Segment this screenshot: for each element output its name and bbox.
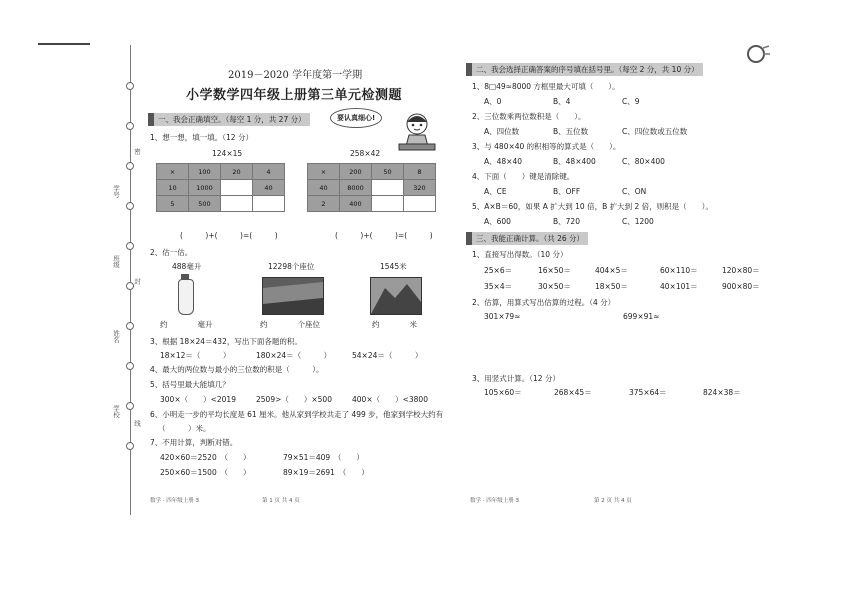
table-cell: × <box>157 164 189 180</box>
table-blank-cell[interactable] <box>404 196 436 212</box>
calc-1-prompt: 1、直接写出得数。（10 分） <box>472 250 568 259</box>
mountain-photo-icon <box>370 277 422 315</box>
q3-prompt: 3、根据 18×24＝432，写出下面各题的积。 <box>150 337 302 346</box>
calc-2-a[interactable]: 301×79≈ <box>484 312 521 321</box>
calc-1-item[interactable]: 35×4＝ <box>484 282 513 291</box>
calc-1-item[interactable]: 120×80＝ <box>722 266 760 275</box>
choice-4-option-c[interactable]: C、ON <box>622 187 647 196</box>
margin-mark-mi: 密 <box>133 148 141 155</box>
calc-1-item[interactable]: 16×50＝ <box>538 266 571 275</box>
footer-right-subject: 数学 · 四年级上册 3 <box>470 498 519 504</box>
table-cell: 20 <box>221 164 253 180</box>
choice-5-option-a[interactable]: A、600 <box>484 217 511 226</box>
margin-mark-feng: 封 <box>133 278 141 285</box>
choice-3-option-c[interactable]: C、80×400 <box>622 157 665 166</box>
choice-3-option-a[interactable]: A、48×40 <box>484 157 523 166</box>
calc-1-item[interactable]: 25×6＝ <box>484 266 513 275</box>
slogan-bubble: 要认真细心! <box>330 108 382 128</box>
estimate-label-3: 1545米 <box>380 262 407 271</box>
table-cell: 320 <box>404 180 436 196</box>
table-cell: 8 <box>404 164 436 180</box>
margin-label-xuehao: 学号 <box>112 185 120 198</box>
calc-3-item[interactable]: 824×38＝ <box>703 388 741 397</box>
calc-1-item[interactable]: 900×80＝ <box>722 282 760 291</box>
margin-label-xuexiao: 学校 <box>112 405 120 418</box>
q1-sum-1[interactable]: ( )+( )=( ) <box>180 231 278 240</box>
table-cell: 50 <box>372 164 404 180</box>
choice-5-option-b[interactable]: B、720 <box>553 217 580 226</box>
footer-left-subject: 数学 · 四年级上册 3 <box>150 498 199 504</box>
q7-a[interactable]: 420×60＝2520 （ ） <box>160 453 251 462</box>
choice-1: 1、8□49≈8000 方框里最大可填（ ）。 <box>472 82 620 91</box>
choice-2: 2、三位数乘两位数积是（ ）。 <box>472 112 586 121</box>
calc-1-item[interactable]: 60×110＝ <box>660 266 698 275</box>
margin-mark-xian: 线 <box>133 420 141 427</box>
q5-a[interactable]: 300×（ ）<2019 <box>160 395 236 404</box>
estimate-answer-2[interactable]: 约 个座位 <box>260 320 320 329</box>
choice-2-option-a[interactable]: A、四位数 <box>484 127 520 136</box>
margin-label-banji: 班级 <box>112 255 120 268</box>
margin-label-xingming: 姓名 <box>112 330 120 343</box>
calc-2-prompt: 2、估算，用算式写出估算的过程。（4 分） <box>472 298 616 307</box>
table-cell: 4 <box>253 164 285 180</box>
q7-c[interactable]: 250×60＝1500 （ ） <box>160 468 251 477</box>
q2-prompt: 2、估一估。 <box>150 248 193 257</box>
choice-2-option-c[interactable]: C、四位数或五位数 <box>622 127 688 136</box>
q5-prompt: 5、括号里最大能填几？ <box>150 380 230 389</box>
table-cell: 500 <box>189 196 221 212</box>
q1-expr-2: 258×42 <box>350 149 381 158</box>
table-cell: 40 <box>253 180 285 196</box>
table-blank-cell[interactable] <box>221 196 253 212</box>
table-cell: 400 <box>340 196 372 212</box>
estimate-label-2: 12298个座位 <box>268 262 315 271</box>
choice-5-option-c[interactable]: C、1200 <box>622 217 654 226</box>
q1-sum-2[interactable]: ( )+( )=( ) <box>335 231 433 240</box>
table-cell: 1000 <box>189 180 221 196</box>
choice-1-option-a[interactable]: A、0 <box>484 97 502 106</box>
table-blank-cell[interactable] <box>372 180 404 196</box>
q7-d[interactable]: 89×19＝2691 （ ） <box>283 468 369 477</box>
calc-1-item[interactable]: 30×50＝ <box>538 282 571 291</box>
table-cell: 2 <box>308 196 340 212</box>
q3-c[interactable]: 54×24＝（ ） <box>352 351 423 360</box>
table-cell: 100 <box>189 164 221 180</box>
q3-b[interactable]: 180×24＝（ ） <box>256 351 332 360</box>
q1-expr-1: 124×15 <box>212 149 243 158</box>
choice-3: 3、与 480×40 的积相等的算式是（ ）。 <box>472 142 621 151</box>
section-2-header: 二、我会选择正确答案的序号填在括号里。（每空 2 分，共 10 分） <box>466 63 703 76</box>
q1-prompt: 1、想一想，填一填。（12 分） <box>150 133 253 142</box>
calc-2-b[interactable]: 699×91≈ <box>623 312 660 321</box>
water-bottle-icon <box>178 279 194 315</box>
calc-3-item[interactable]: 268×45＝ <box>554 388 592 397</box>
choice-1-option-c[interactable]: C、9 <box>622 97 640 106</box>
choice-5: 5、A×B＝60，如果 A 扩大到 10 倍，B 扩大到 2 倍，则积是（ ）。 <box>472 202 713 211</box>
table-cell: 8000 <box>340 180 372 196</box>
exam-title: 小学数学四年级上册第三单元检测题 <box>186 88 403 103</box>
q5-b[interactable]: 2509>（ ）×500 <box>256 395 332 404</box>
calc-1-item[interactable]: 40×101＝ <box>660 282 698 291</box>
choice-3-option-b[interactable]: B、48×400 <box>553 157 596 166</box>
choice-4-option-a[interactable]: A、CE <box>484 187 507 196</box>
corner-logo-icon <box>745 42 771 66</box>
calc-1-item[interactable]: 404×5＝ <box>595 266 628 275</box>
footer-right-page: 第 2 页 共 4 页 <box>594 498 632 504</box>
table-blank-cell[interactable] <box>372 196 404 212</box>
cartoon-girl-icon <box>393 108 441 156</box>
section-3-header: 三、我能正确计算。（共 26 分） <box>466 232 588 245</box>
choice-2-option-b[interactable]: B、五位数 <box>553 127 589 136</box>
multiplication-table-2 <box>307 163 436 212</box>
estimate-label-1: 488毫升 <box>172 262 202 271</box>
calc-3-item[interactable]: 375×64＝ <box>629 388 667 397</box>
footer-left-page: 第 1 页 共 4 页 <box>262 498 300 504</box>
section-1-header: 一、我会正确填空。（每空 1 分，共 27 分） <box>148 113 310 126</box>
table-cell: 10 <box>157 180 189 196</box>
q5-c[interactable]: 400×（ ）<3800 <box>352 395 428 404</box>
q7-prompt: 7、不用计算，判断对错。 <box>150 438 238 447</box>
top-rule <box>38 43 90 45</box>
multiplication-table-1 <box>156 163 285 212</box>
table-blank-cell[interactable] <box>253 196 285 212</box>
calc-3-prompt: 3、用竖式计算。（12 分） <box>472 374 560 383</box>
stadium-photo-icon <box>262 277 324 315</box>
bottle-cap-icon <box>181 274 189 279</box>
q6-prompt: 6、小明走一步的平均长度是 61 厘米。他从家到学校共走了 499 步，他家到学校大约有 <box>150 410 444 419</box>
q4-prompt[interactable]: 4、最大的两位数与最小的三位数的积是（ ）。 <box>150 365 324 374</box>
q7-b[interactable]: 79×51＝409 （ ） <box>283 453 364 462</box>
school-year: 2019－2020 学年度第一学期 <box>228 70 363 81</box>
binding-circles <box>126 70 136 510</box>
table-cell: 200 <box>340 164 372 180</box>
estimate-answer-1[interactable]: 约 毫升 <box>160 320 213 329</box>
calc-1-item[interactable]: 18×50＝ <box>595 282 628 291</box>
table-cell: 5 <box>157 196 189 212</box>
choice-1-option-b[interactable]: B、4 <box>553 97 571 106</box>
table-blank-cell[interactable] <box>221 180 253 196</box>
q6-answer[interactable]: （ ）米。 <box>158 424 211 433</box>
choice-4: 4、下面（ ）键是清除键。 <box>472 172 575 181</box>
table-cell: 40 <box>308 180 340 196</box>
choice-4-option-b[interactable]: B、OFF <box>553 187 581 196</box>
estimate-answer-3[interactable]: 约 米 <box>372 320 417 329</box>
table-cell: × <box>308 164 340 180</box>
calc-3-item[interactable]: 105×60＝ <box>484 388 522 397</box>
q3-a[interactable]: 18×12＝（ ） <box>160 351 231 360</box>
